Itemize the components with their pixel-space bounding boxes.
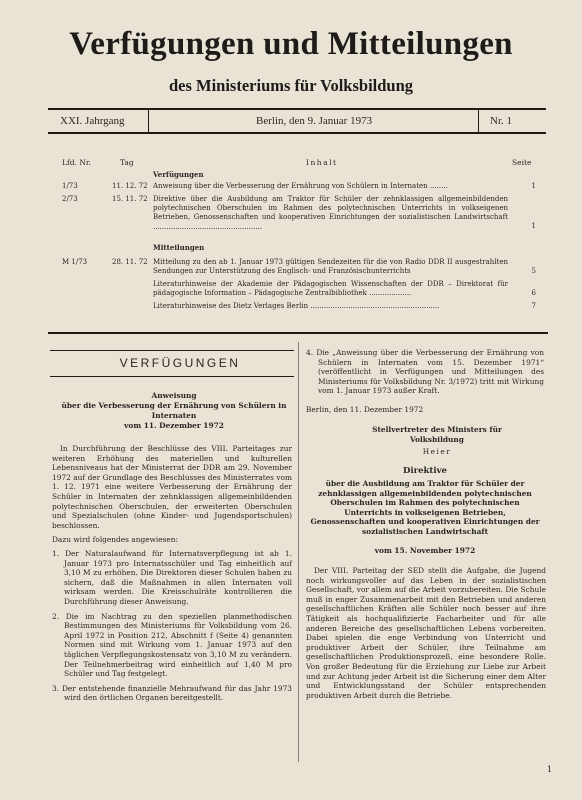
toc-section-mitteilungen: Mitteilungen [153,243,205,252]
masthead-title: Verfügungen und Mitteilungen [69,26,513,62]
toc-col-date: Tag [120,158,134,167]
toc-col-page: Seite [512,158,532,167]
volume-label: XXI. Jahrgang [60,115,125,127]
toc-row-text: Literaturhinweise des Dietz Verlages Berlin .......................................................... [153,302,440,310]
direktive-title: über die Ausbildung am Traktor für Schüler der zehnklassigen allgemeinbildenden polytechnischen Oberschulen im Rahmen des polytechnischen Unterrichts in volkseigenen Betrieben, Genossenschaften und kooperativen Einrichtungen der sozialistischen Landwirtschaft [310,479,540,536]
toc-row-date: 11. 12. 72 [112,182,148,190]
header-top-rule [48,108,546,110]
column-divider [298,342,299,762]
toc-row-date: 15. 11. 72 [112,195,148,203]
anweisung-intro: In Durchführung der Beschlüsse des VIII. Parteitages zur weiteren Erhöhung des materiellen und kulturellen Lebensniveaus hat der Ministerrat der DDR am 29. November 1972 auf der Grundlage des Beschlusses des Ministerrates vom 1. 12. 1971 eine weitere Verbesserung der Ernährung der Schüler in Internaten der zehnklassigen allgemeinbildenden polytechnischen Oberschulen, der erweiterten Oberschulen und Spezialschulen (ohne Kinder- und Jugendsportschulen) beschlossen. [52,444,292,530]
verf-bottom-rule [50,376,294,377]
toc-row-text: Direktive über die Ausbildung am Traktor für Schüler der zehnklassigen allgemeinbildenden polytechnischen Oberschulen im Rahmen des polytechnischen Unterrichts in volkseigenen Betrieben, Genossenschaften und kooperativen Einrichtungen der sozialistischen Landwirtschaft ................................................. [153,195,508,231]
anweisung-date: vom 11. Dezember 1972 [124,421,224,430]
toc-section-verfuegungen: Verfügungen [153,170,204,179]
toc-row-text: Literaturhinweise der Akademie der Pädagogischen Wissenschaften der DDR – Direktorat für pädagogische Information – Pädagogische Zentralbibliothek ................... [153,280,508,298]
list-item: 4. Die „Anweisung über die Verbesserung der Ernährung von Schülern in Internaten vom 15. Dezember 1971“ (veröffentlicht in Verfügungen und Mitteilungen des Ministeriums für Volksbildung Nr. 3/1972) tritt mit Wirkung vom 1. Januar 1973 außer Kraft. [306,348,544,396]
header-bottom-rule [48,132,546,134]
toc-row-no: M 1/73 [62,258,88,266]
list-item: 2. Die im Nachtrag zu den speziellen planmethodischen Bestimmungen des Ministeriums für Volksbildung vom 26. April 1972 in Position 212, Abschnitt f (Seite 4) genannten Normen sind mit Wirkung vom 1. Januar 1973 auf den täglichen Verpflegungskostensatz von 3,10 M zu verändern. Der Teilnehmerbeitrag wird einheitlich auf 1,40 M pro Schüler und Tag festgelegt. [52,611,292,679]
toc-row-text: Anweisung über die Verbesserung der Ernährung von Schülern in Internaten ........ [153,182,448,190]
issue-number: Nr. 1 [490,115,512,127]
anweisung-items [52,549,292,708]
anweisung-dazu: Dazu wird folgendes angewiesen: [52,535,179,544]
header-divider [148,110,149,132]
verf-top-rule [50,350,294,351]
anweisung-title: über die Verbesserung der Ernährung von Schülern in Internaten [61,401,287,420]
header-divider [478,110,479,132]
toc-col-content: Inhalt [306,158,338,167]
anweisung-label: Anweisung [151,391,197,400]
toc-row-page: 7 [531,302,536,310]
masthead-subtitle: des Ministeriums für Volksbildung [168,76,414,95]
toc-col-no: Lfd. Nr. [62,158,92,167]
toc-row-page: 5 [531,267,536,275]
list-item: 1. Der Naturalaufwand für Internatsverpflegung ist ab 1. Januar 1973 pro Internatsschüler und Tag einheitlich auf 3,10 M zu erhöhen. Die Direktoren dieser Schulen haben zu sichern, daß die Maßnahmen in allen Internaten voll wirksam werden. Die Kreisschulräte kontrollieren die Durchführung dieser Anweisung. [52,549,292,606]
section-title: VERFÜGUNGEN [119,356,241,370]
issue-date: Berlin, den 9. Januar 1973 [256,115,373,127]
toc-row-text: Mitteilung zu den ab 1. Januar 1973 gültigen Sendezeiten für die von Radio DDR II ausgestrahlten Sendungen zur Unterstützung des Englisch- und Französischunterrichts [153,258,508,276]
direktive-body: Der VIII. Parteitag der SED stellt die Aufgabe, die Jugend noch wirkungsvoller auf das Leben in der sozialistischen Gesellschaft, vor allem auf die Arbeit vorzubereiten. Die Schule muß in enger Zusammenarbeit mit den Betrieben und anderen gesellschaftlichen Kräften alle Schüler noch besser auf ihre Tätigkeit als hochqualifizierte Facharbeiter und für alle anderen Bereiche des gesellschaftlichen Lebens vorbereiten. Dabei spielen die enge Verbindung von Unterricht und produktiver Arbeit der Schüler, ihre Teilnahme am gesellschaftlichen Produktionsprozeß, eine besondere Rolle. Von großer Bedeutung für die Erziehung zur Liebe zur Arbeit und zur Achtung jeder Arbeit ist die Sicherung einer dem Alter und Entwicklungsstand der Schüler entsprechenden produktiven Arbeit durch die Betriebe. [306,566,546,700]
toc-row-no: 1/73 [62,182,78,190]
page-number: 1 [547,765,553,774]
toc-row-page: 1 [531,222,536,230]
list-item: 3. Der entstehende finanzielle Mehraufwand für das Jahr 1973 wird den örtlichen Organen bereitgestellt. [52,683,292,703]
toc-row-date: 28. 11. 72 [112,258,148,266]
signer-name: Heier [422,447,452,456]
toc-row-page: 6 [531,289,536,297]
toc-row-no: 2/73 [62,195,78,203]
direktive-date: vom 15. November 1972 [374,546,476,555]
toc-bottom-rule [48,332,548,334]
place-date: Berlin, den 11. Dezember 1972 [306,405,424,414]
toc-row-page: 1 [531,182,536,190]
direktive-label: Direktive [403,466,447,476]
signer-role: Stellvertreter des Ministers für Volksbildung [372,425,502,444]
anweisung-item-4 [306,348,544,396]
